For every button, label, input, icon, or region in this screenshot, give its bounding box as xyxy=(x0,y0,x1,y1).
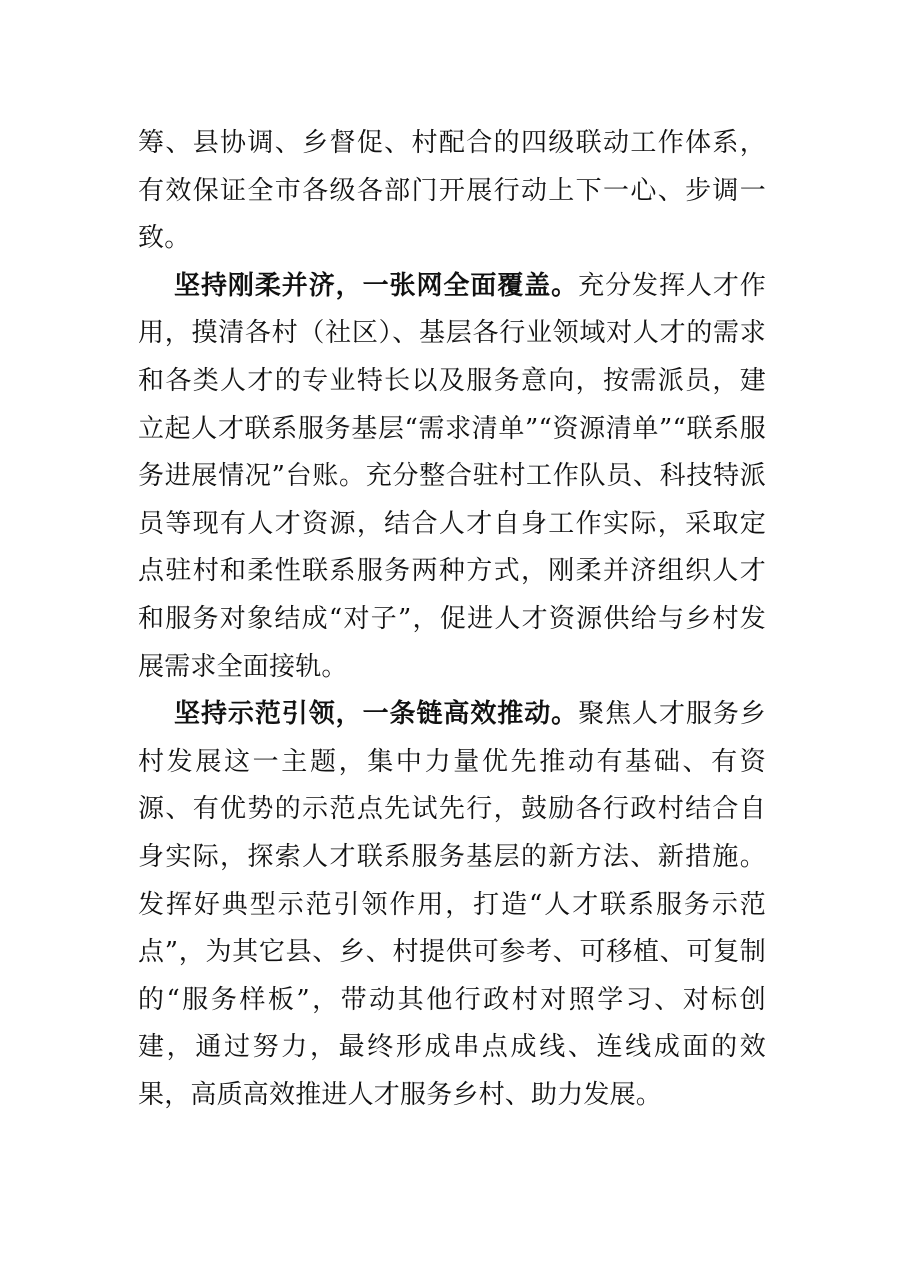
paragraph-rigid-flexible xyxy=(138,263,766,691)
paragraph-continuation xyxy=(138,120,766,263)
paragraph-text: 聚焦人才服务乡村发展这一主题，集中力量优先推动有基础、有资源、有优势的示范点先试先行，鼓励各行政村结合自身实际，探索人才联系服务基层的新方法、新措施。发挥好典型示范引领作用，打造“人才联系服务示范点”，为其它县、乡、村提供可参考、可移植、可复制的“服务样板”，带动其他行政村对照学习、对标创建，通过努力，最终形成串点成线、连线成面的效果，高质高效推进人才服务乡村、助力发展。 xyxy=(138,699,766,1110)
paragraph-demonstration xyxy=(138,691,766,1119)
paragraph-lead-heading: 坚持示范引领，一条链高效推动。 xyxy=(174,699,579,730)
paragraph-text: 充分发挥人才作用，摸清各村（社区）、基层各行业领域对人才的需求和各类人才的专业特长以及服务意向，按需派员，建立起人才联系服务基层“需求清单”“资源清单”“联系服务进展情况”台账。充分整合驻村工作队员、科技特派员等现有人才资源，结合人才自身工作实际，采取定点驻村和柔性联系服务两种方式，刚柔并济组织人才和服务对象结成“对子”，促进人才资源供给与乡村发展需求全面接轨。 xyxy=(138,270,766,682)
paragraph-lead-heading: 坚持刚柔并济，一张网全面覆盖。 xyxy=(174,270,579,301)
document-body xyxy=(138,120,766,1119)
paragraph-text: 筹、县协调、乡督促、村配合的四级联动工作体系，有效保证全市各级各部门开展行动上下一心、步调一致。 xyxy=(138,128,766,254)
